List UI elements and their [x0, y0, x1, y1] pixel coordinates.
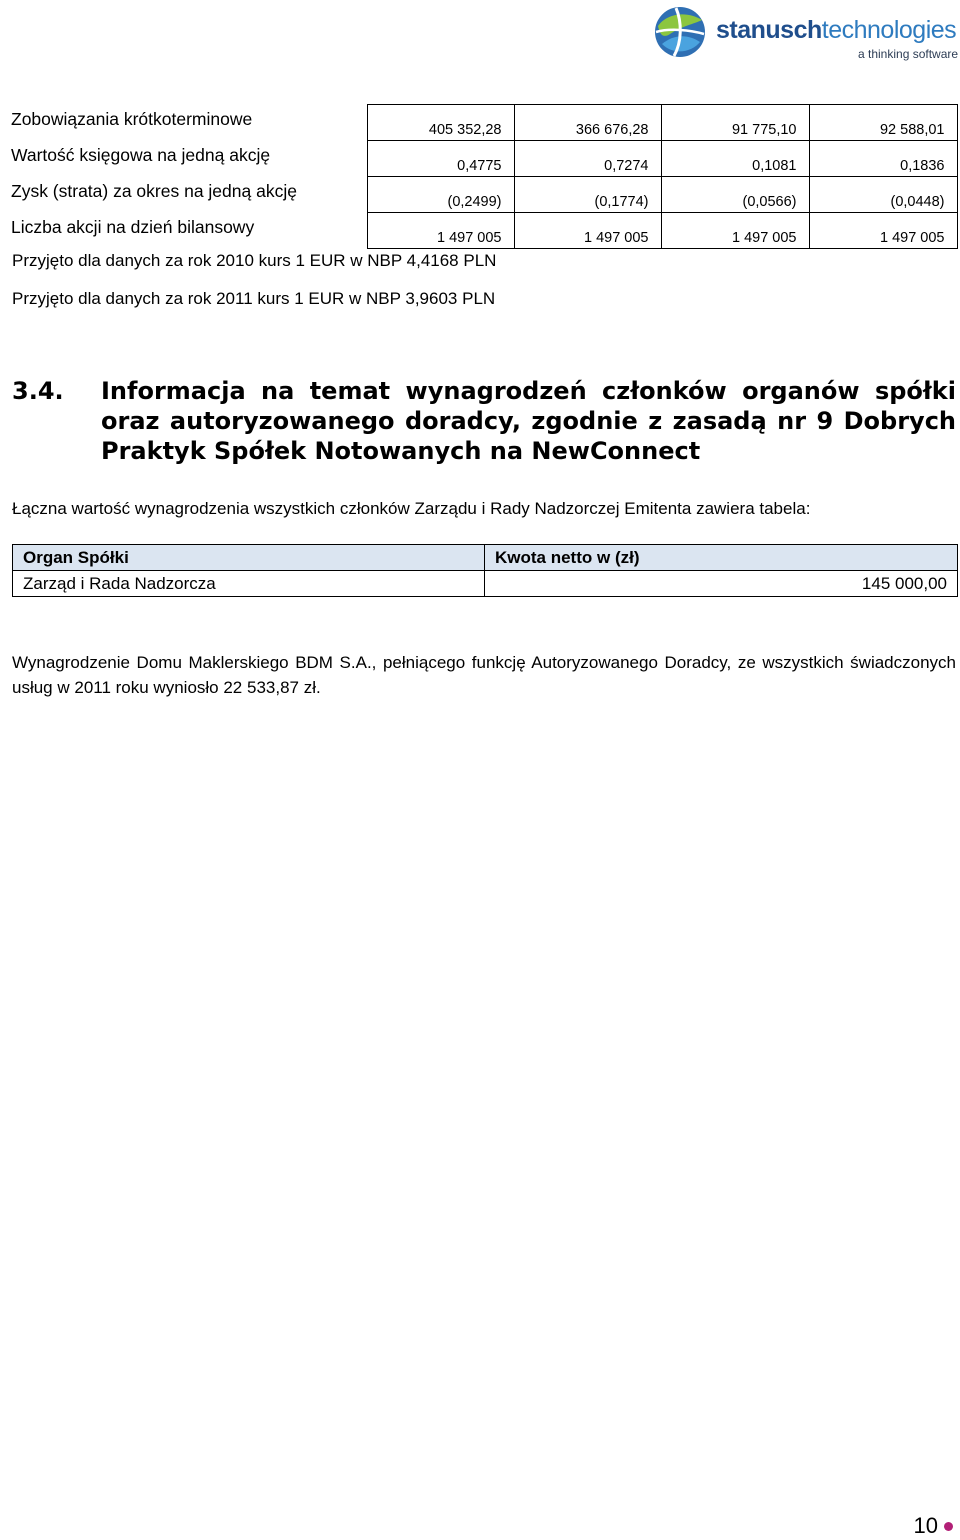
value-cell: 1 497 005: [514, 213, 661, 249]
value-cell: 366 676,28: [514, 105, 661, 141]
value-cell: 92 588,01: [809, 105, 957, 141]
exchange-rate-note-2010: Przyjęto dla danych za rok 2010 kurs 1 EUR w NBP 4,4168 PLN: [12, 251, 497, 270]
organ-cell: Zarząd i Rada Nadzorcza: [13, 571, 485, 597]
value-cell: 0,1081: [661, 141, 809, 177]
logo-tagline: a thinking software: [858, 47, 959, 61]
value-cell: (0,2499): [367, 177, 514, 213]
section-heading: [12, 376, 956, 466]
page-number: 10: [913, 1513, 938, 1538]
row-label: Zysk (strata) za okres na jedną akcję: [11, 180, 297, 201]
table-row: [13, 571, 958, 597]
globe-icon: [652, 4, 708, 60]
value-cell: (0,1774): [514, 177, 661, 213]
table-row: [4, 105, 957, 141]
value-cell: 0,7274: [514, 141, 661, 177]
column-header-amount: Kwota netto w (zł): [485, 545, 958, 571]
value-cell: (0,0448): [809, 177, 957, 213]
company-logo: [652, 4, 959, 62]
table-row: [4, 177, 957, 213]
value-cell: 1 497 005: [809, 213, 957, 249]
compensation-table: [12, 544, 958, 597]
value-cell: 91 775,10: [661, 105, 809, 141]
row-label: Wartość księgowa na jedną akcję: [11, 144, 271, 165]
value-cell: 0,4775: [367, 141, 514, 177]
column-header-organ: Organ Spółki: [13, 545, 485, 571]
section-number: 3.4.: [12, 377, 64, 405]
logo-wordmark: stanuschtechnologies: [716, 16, 957, 44]
table-row: [4, 141, 957, 177]
value-cell: 1 497 005: [367, 213, 514, 249]
table-row: [4, 213, 957, 249]
value-cell: 0,1836: [809, 141, 957, 177]
page-accent-dot: [944, 1522, 953, 1531]
value-cell: (0,0566): [661, 177, 809, 213]
financial-table: [4, 104, 958, 249]
row-label: Liczba akcji na dzień bilansowy: [11, 216, 255, 237]
value-cell: 405 352,28: [367, 105, 514, 141]
intro-paragraph: Łączna wartość wynagrodzenia wszystkich członków Zarządu i Rady Nadzorczej Emitenta zawiera tabela:: [12, 499, 811, 518]
table-header-row: [13, 545, 958, 571]
amount-cell: 145 000,00: [485, 571, 958, 597]
exchange-rate-note-2011: Przyjęto dla danych za rok 2011 kurs 1 EUR w NBP 3,9603 PLN: [12, 289, 496, 308]
row-label: Zobowiązania krótkoterminowe: [11, 108, 253, 129]
section-title: Informacja na temat wynagrodzeń członków organów spółki oraz autoryzowanego doradcy, zgodnie z zasadą nr 9 Dobrych Praktyk Spółek Notowanych na NewConnect: [101, 377, 956, 465]
value-cell: 1 497 005: [661, 213, 809, 249]
closing-paragraph: Wynagrodzenie Domu Maklerskiego BDM S.A., pełniącego funkcję Autoryzowanego Doradcy, ze wszystkich świadczonych usług w 2011 roku wyniosło 22 533,87 zł.: [12, 653, 956, 697]
